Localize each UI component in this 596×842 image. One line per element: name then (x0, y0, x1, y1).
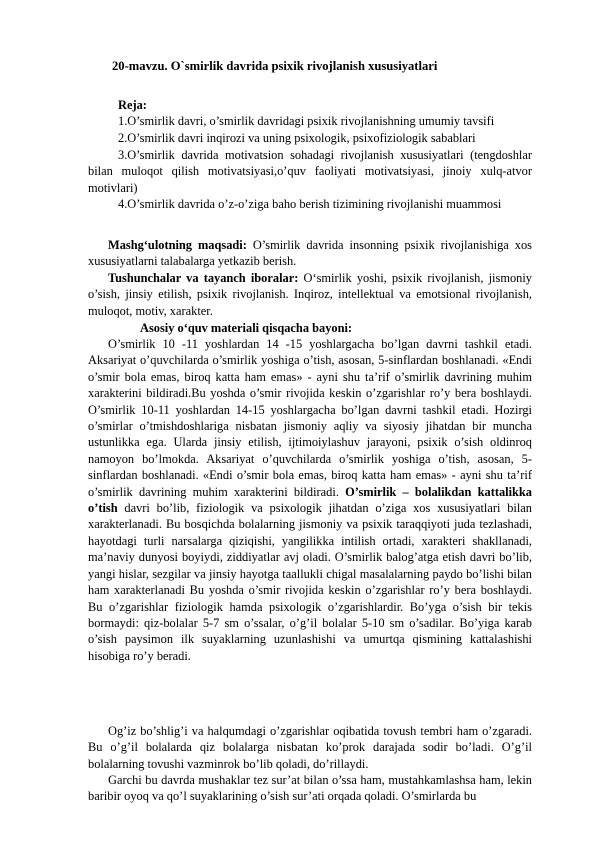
key-terms-text: O‘smirlik yoshi, psixik rivojlanish, jismoniy o’sish, jinsiy etilish, psixik rivojlanish. Inqiroz, intellektual va emotsional rivojlanish, muloqot, motiv, xarakter. (88, 271, 532, 318)
plan-item-1: 1.O’smirlik davri, o’smirlik davridagi psixik rivojlanishning umumiy tavsifi (118, 114, 495, 128)
body-paragraph-2: Og’iz bo’shlig’i va halqumdagi o’zgarishlar oqibatida tovush tembri ham o’zgaradi. Bu o’g’il bolalarda qiz bolalarga nisbatan ko’prok darajada sodir bo’ladi. O’g’il bolalarning tovushi vazminrok bo’lib qoladi, do’rillaydi. (88, 724, 532, 771)
key-terms-label: Tushunchalar va tayanch iboralar: (108, 271, 299, 285)
plan-item-3: 3.O’smirlik davrida motivatsion sohadagi rivojlanish xususiyatlari (tengdoshlar bilan muloqot qilish motivatsiyasi,o’quv faoliyati motivatsiyasi, jinoiy xulq-atvor motivlari) (88, 148, 532, 195)
body-paragraph-1-bold: O’smirlik – bolalikdan kattalikka o’tish (88, 484, 533, 516)
key-terms-paragraph (88, 270, 532, 319)
document-title: 20-mavzu. O`smirlik davrida psixik rivojlanish xususiyatlari (112, 59, 438, 73)
plan-heading: Reja: (118, 98, 147, 112)
materials-heading: Asosiy o‘quv materiali qisqacha bayoni: (140, 321, 353, 335)
body-paragraph-1-text-a: O’smirlik 10 -11 yoshlardan 14 -15 yoshlargacha bo’lgan davrni tashkil etadi. Aksariyat o’quvchilarda o’smirlik yoshiga o’tish, asosan, 5-sinflardan boshlanadi. «Endi o’smir bola emas, biroq katta ham emas» - ayni shu ta’rif o’smirlik davrining muhim xarakterini bildiradi.Bu yoshda o’smir rivojida keskin o’zgarishlar ro’y bera boshlaydi. O’smirlik 10-11 yoshlardan 14-15 yoshlargacha bo’lgan davrni tashkil etadi. Hozirgi o’smirlar o’tmishdoshlariga nisbatan jismoniy aqliy va siyosiy jihatdan bir muncha ustunlikka ega. Ularda jinsiy etilish, ijtimoiylashuv jarayoni, psixik o’sish oldinroq namoyon bo’lmokda. Aksariyat o’quvchilarda o’smirlik yoshiga o’tish, asosan, 5-sinflardan boshlanadi. «Endi o’smir bola emas, biroq katta ham emas» - ayni shu ta’rif o’smirlik davrining muhim xarakterini bildiradi. (88, 337, 532, 499)
lesson-goal-text: O’smirlik davrida insonning psixik rivojlanishiga xos xususiyatlarni talabalarga yetkazib berish. (88, 238, 533, 269)
plan-item-4: 4.O’smirlik davrida o’z-o’ziga baho berish tizimining rivojlanishi muammosi (118, 197, 502, 211)
body-paragraph-1-text-b: davri bo’lib, fiziologik va psixologik jihatdan o’ziga xos xususiyatlari bilan xarakterlanadi. Bu bosqichda bolalarning jismoniy va psixik taraqqiyoti juda tezlashadi, hayotdagi turli narsalarga qiziqishi, yangilikka intilish ortadi, xarakteri shakllanadi, ma’naviy dunyosi boyiydi, ziddiyatlar avj oladi. O’smirlik balog’atga etish davri bo’lib, yangi hislar, sezgilar va jinsiy hayotga taallukli chigal masalalarning paydo bo’lishi bilan ham xarakterlanadi Bu yoshda o’smir rivojida keskin o’zgarishlar ro’y bera boshlaydi. Bu o’zgarishlar fiziologik hamda psixologik o’zgarishlardir. Bo’yga o’sish bir tekis bormaydi: qiz-bolalar 5-7 sm o’ssalar, o’g’il bolalar 5-10 sm o’sadilar. Bo’yiga karab o’sish paysimon ilk suyaklarning uzunlashishi va umurtqa qismining kattalashishi hisobiga ro’y beradi. (88, 501, 532, 663)
body-paragraph-3: Garchi bu davrda mushaklar tez sur’at bilan o’ssa ham, mustahkamlashsa ham, lekin baribir oyoq va qo’l suyaklarining o’sish sur’ati orqada qoladi. O’smirlarda bu (88, 773, 532, 804)
plan-item-2: 2.O’smirlik davri inqirozi va uning psixologik, psixofiziologik sabablari (118, 131, 476, 145)
body-paragraph-1 (88, 336, 532, 664)
lesson-goal-label: Mashg‘ulotning maqsadi: (108, 238, 247, 252)
lesson-goal-paragraph (88, 237, 532, 270)
